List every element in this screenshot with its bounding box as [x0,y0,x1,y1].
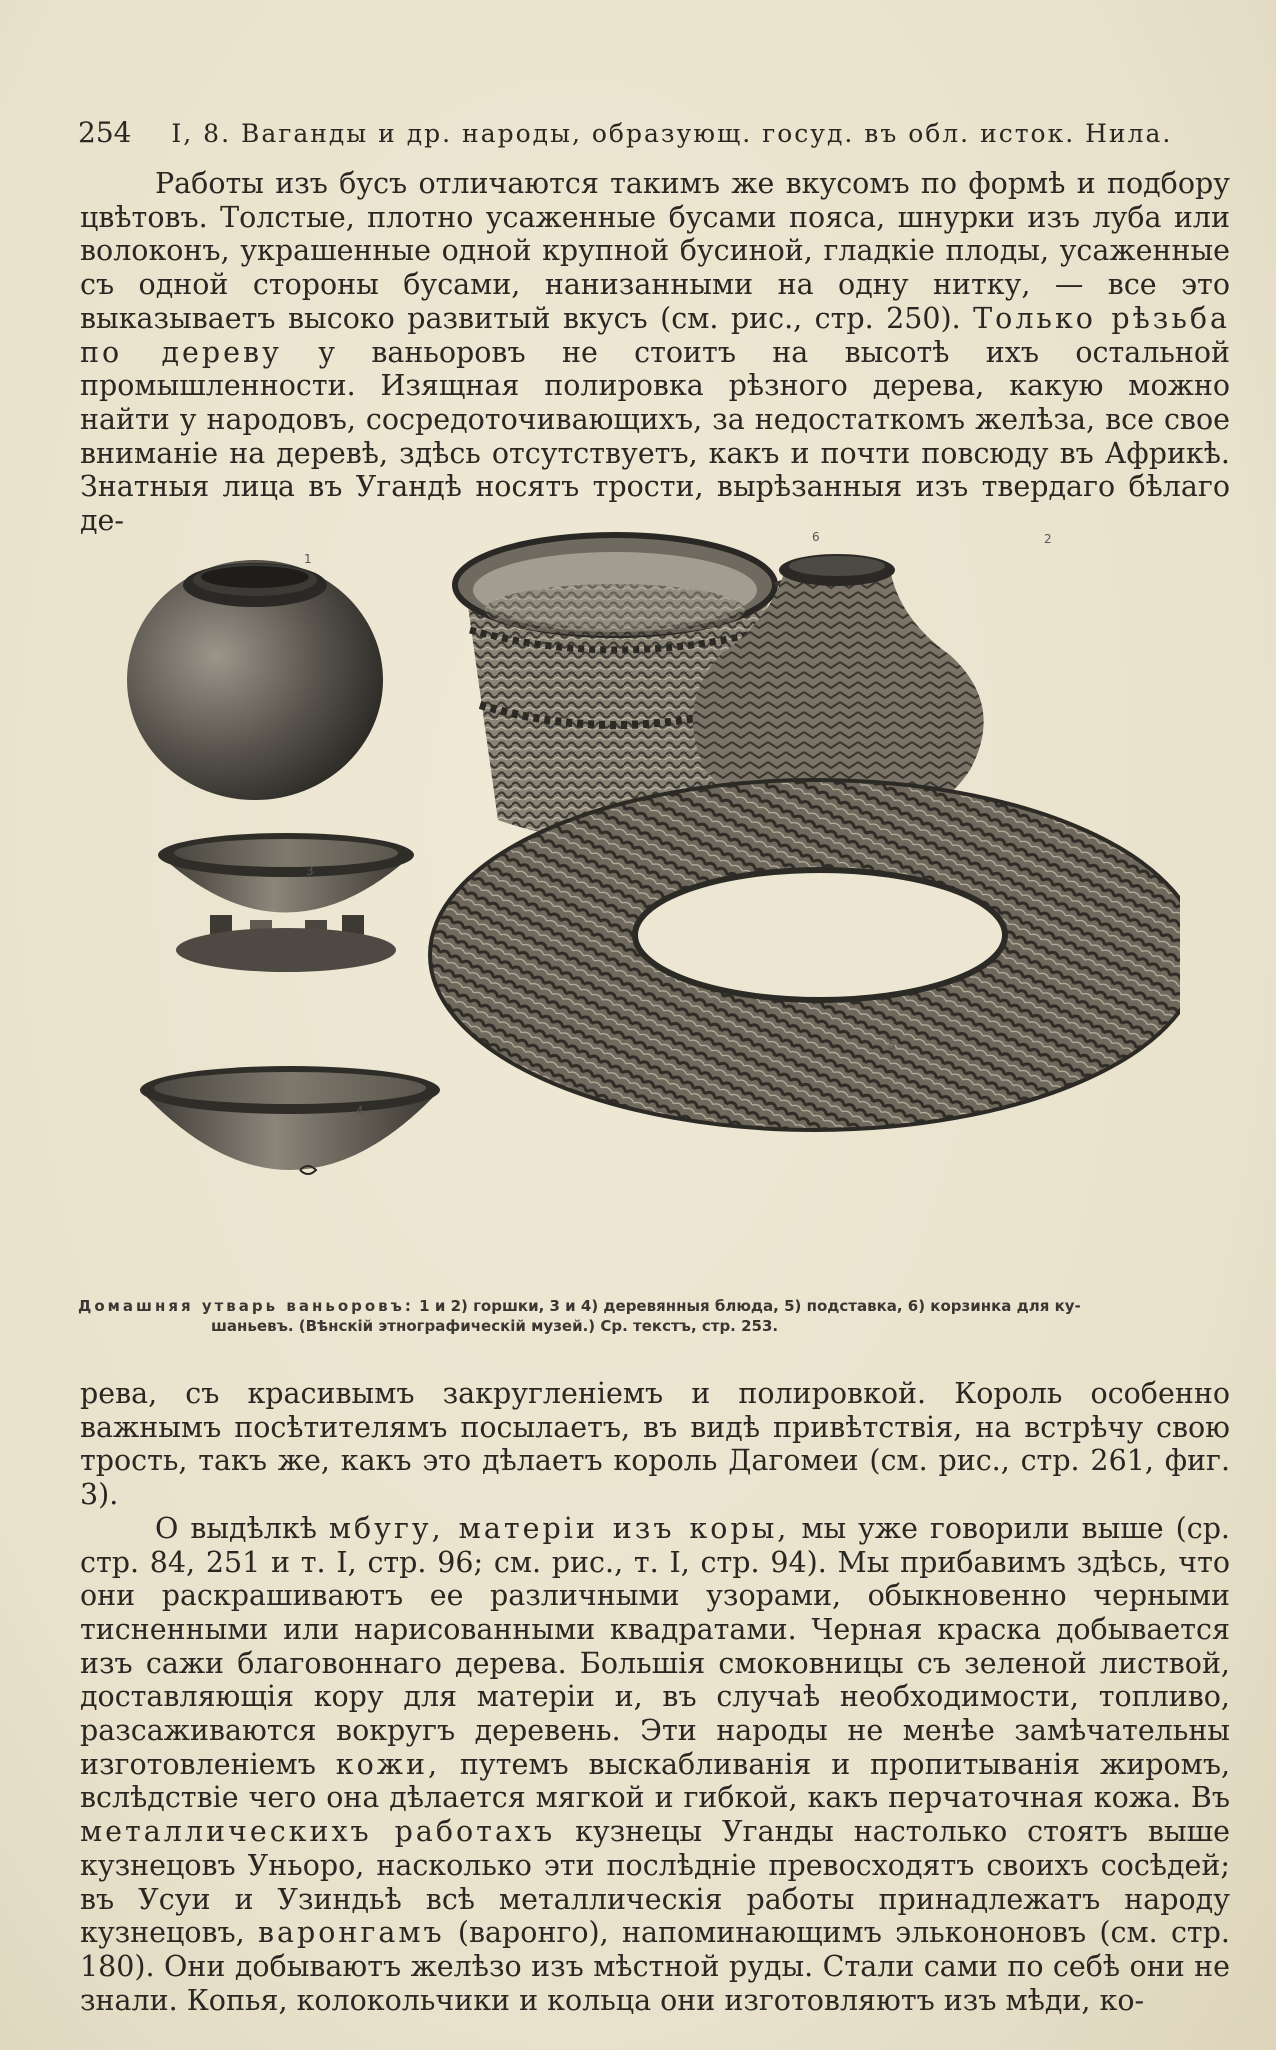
figure-caption [78,1296,1218,1336]
figure-number-4: 4 [356,1104,364,1118]
top-text-block [80,167,1230,538]
running-title: I, 8. Ваганды и др. народы, образующ. госуд. въ обл. исток. Нила. [171,119,1173,148]
caption-label: Домашняя утварь ваньоровъ: [78,1297,414,1315]
emphasis-metal-work: металлическихъ работахъ [80,1815,556,1849]
bottom-text-block [80,1377,1230,2017]
figure-number-3: 3 [306,864,314,878]
wooden-bowl-4 [140,1066,440,1174]
caption-line-1: 1 и 2) горшки, 3 и 4) деревянныя блюда, 5) подставка, 6) корзинка для ку- [419,1297,1081,1315]
emphasis-wood-carving: Только рѣзьба по дереву [80,301,1230,369]
figure-number-6: 6 [812,530,820,544]
coiled-ring-5 [430,780,1180,1130]
emphasis-varongam: варонгамъ [257,1916,445,1950]
caption-line-2: шаньевъ. (Вѣнскій этнографическій музей.) Ср. текстъ, стр. 253. [211,1317,779,1335]
page-number: 254 [78,116,132,149]
paragraph-bead-work: Работы изъ бусъ отличаются такимъ же вкусомъ по формѣ и подбору цвѣтовъ. Толстые, плотно усаженные бусами пояса, шнурки изъ луба или волоконъ, украшенные одной крупной бусиной, гладкіе плоды, усаженные съ одной стороны бусами, нанизанными на одну нитку, — все это выказываетъ высоко развитый вкусъ (см. рис., стр. 250). Только рѣзьба по дереву у ваньоровъ не стоитъ на высотѣ ихъ остальной промышленности. Изящная полировка рѣзного дерева, какую можно найти у народовъ, сосредоточивающихъ, за недостаткомъ желѣза, все свое вниманіе на деревѣ, здѣсь отсутствуетъ, какъ и почти повсюду въ Африкѣ. Знатныя лица въ Угандѣ носятъ трости, вырѣзанныя изъ твердаго бѣлаго де- [80,167,1230,538]
running-header [78,116,1178,149]
paragraph-king-staff: рева, съ красивымъ закругленіемъ и полировкой. Король особенно важнымъ посѣтителямъ посылаетъ, въ видѣ привѣтствія, на встрѣчу свою трость, такъ же, какъ это дѣлаетъ король Дагомеи (см. рис., стр. 261, фиг. 3). [80,1377,1230,1512]
figure-number-5: 5 [888,1038,896,1052]
emphasis-leather: кожи, [335,1747,441,1781]
emphasis-mbugu: мбугу, матеріи изъ коры, [328,1511,790,1545]
figure-number-2: 2 [1044,532,1052,546]
figure-number-1: 1 [304,552,312,566]
pot-1 [127,560,383,800]
household-utensils-figure [120,530,1180,1270]
utensils-illustration [120,530,1180,1270]
paragraph-bark-cloth-leather-metal: О выдѣлкѣ мбугу, матеріи изъ коры, мы уже говорили выше (ср. стр. 84, 251 и т. I, стр. 96; см. рис., т. I, стр. 94). Мы прибавимъ здѣсь, что они раскрашиваютъ ее различными узорами, обыкновенно черными тисненными или нарисованными квадратами. Черная краска добывается изъ сажи благовоннаго дерева. Большія смоковницы съ зеленой листвой, доставляющія кору для матеріи и, въ случаѣ необходимости, топливо, разсаживаются вокругъ деревень. Эти народы не менѣе замѣчательны изготовленіемъ кожи, путемъ выскабливанія и пропитыванія жиромъ, вслѣдствіе чего она дѣлается мягкой и гибкой, какъ перчаточная кожа. Въ металлическихъ работахъ кузнецы Уганды настолько стоятъ выше кузнецовъ Уньоро, насколько эти послѣдніе превосходятъ своихъ сосѣдей; въ Усуи и Узиндьѣ всѣ металлическія работы принадлежатъ народу кузнецовъ, варонгамъ (варонго), напоминающимъ элькононовъ (см. стр. 180). Они добываютъ желѣзо изъ мѣстной руды. Стали сами по себѣ они не знали. Копья, колокольчики и кольца они изготовляютъ изъ мѣди, ко- [80,1511,1231,2017]
wooden-bowl-3 [158,833,414,972]
